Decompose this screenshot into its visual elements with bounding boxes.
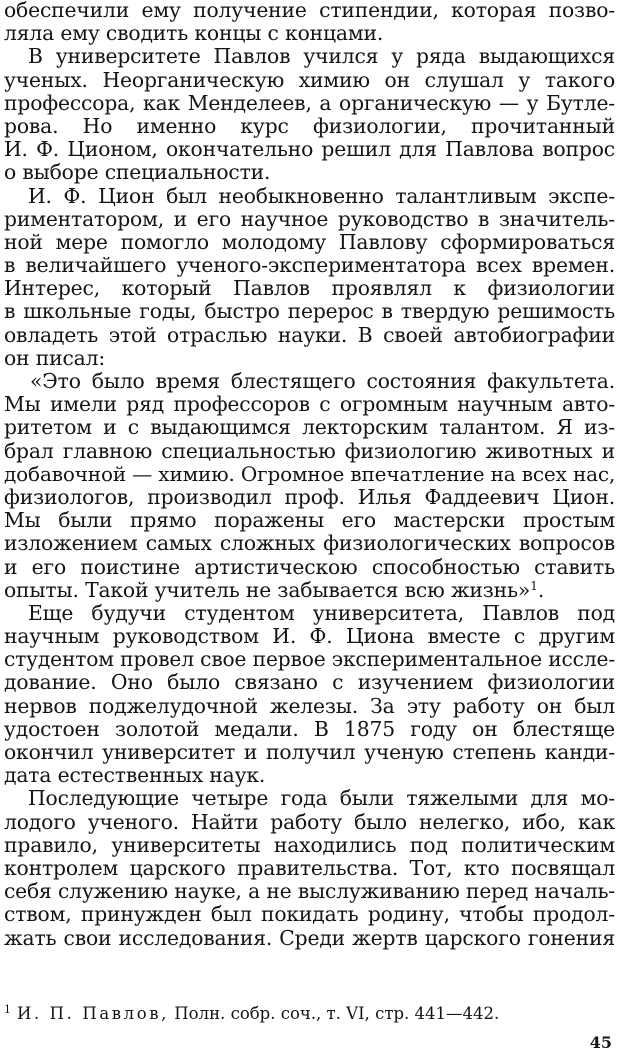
text-line [4, 463, 615, 486]
text-line-content: ством, принужден был покидать родину, чтобы продол- [4, 902, 615, 927]
body-text [4, 0, 615, 950]
text-line [4, 92, 615, 115]
text-line [4, 648, 615, 671]
text-line-content: он писал: [4, 345, 106, 370]
text-line-content: опыты. Такой учитель не забывается всю жизнь» [4, 577, 531, 602]
text-line [4, 602, 615, 625]
text-line-content: В университете Павлов учился у ряда выдающихся [28, 44, 615, 69]
text-line [4, 0, 615, 22]
text-line-content: И. Ф. Ционом, окончательно решил для Павлова вопрос [4, 137, 615, 162]
text-line-content: добавочной — химию. Огромное впечатление на всех нас, [4, 461, 616, 486]
text-line-content: ляла ему сводить концы с концами. [4, 21, 384, 46]
text-line-content: в школьные годы, быстро перерос в твердую решимость [4, 299, 615, 324]
text-line [4, 208, 615, 231]
text-line [4, 903, 615, 926]
text-line-content: дата естественных наук. [4, 763, 266, 788]
text-line-content: физиологов, производил проф. Илья Фаддеевич Цион. [4, 484, 615, 509]
text-line-content: лодого ученого. Найти работу было нелегко, ибо, как [4, 809, 615, 834]
text-line [4, 45, 615, 68]
text-line-content: дование. Оно было связано с изучением физиологии [4, 670, 615, 695]
text-line-content: обеспечили ему получение стипендии, которая позво- [4, 0, 615, 22]
text-line-content: овладеть этой отраслью науки. В своей автобиографии [4, 322, 615, 347]
text-line [4, 556, 615, 579]
text-line-content: жать свои исследования. Среди жертв царского гонения [4, 925, 615, 950]
text-line [4, 532, 615, 555]
text-line [4, 254, 615, 277]
text-line-content: в величайшего ученого-экспериментатора всех времен. [4, 253, 615, 278]
text-line [4, 718, 615, 741]
text-line [4, 927, 615, 950]
text-line-content: «Это было время блестящего состояния факультета. [30, 369, 615, 393]
text-line [4, 695, 615, 718]
text-line [4, 370, 615, 393]
text-line [4, 486, 615, 509]
text-line-content: о выборе специальности. [4, 160, 271, 185]
text-line [4, 277, 615, 300]
text-line-content: профессора, как Менделеев, а органическую — у Бутле- [4, 90, 615, 115]
text-line-content: Мы имели ряд профессоров с огромным научным авто- [4, 392, 615, 417]
text-line-content: Интерес, который Павлов проявлял к физиологии [4, 276, 615, 301]
text-line [4, 671, 615, 694]
text-line [4, 625, 615, 648]
text-line-content: студентом провел свое первое экспериментальное иссле- [4, 647, 615, 672]
text-line-content: научным руководством И. Ф. Циона вместе с другим [4, 624, 615, 649]
text-line [4, 138, 615, 161]
text-line-content: ритетом и с выдающимся лекторским талантом. Я из- [4, 415, 615, 440]
text-line-content: риментатором, и его научное руководство в значитель- [4, 206, 615, 231]
footnote [4, 1004, 564, 1024]
text-line [4, 22, 615, 45]
text-line-content: брал главною специальностью физиологию животных и [4, 438, 615, 463]
text-line [4, 185, 615, 208]
text-line-content: нервов поджелудочной железы. За эту работу он был [4, 693, 615, 718]
page-number: 45 [589, 1033, 612, 1052]
footnote-text: Полн. собр. соч., т. VI, стр. 441—442. [174, 1004, 500, 1023]
text-line [4, 787, 615, 810]
text-line [4, 741, 615, 764]
text-line [4, 231, 615, 254]
text-line [4, 69, 615, 92]
text-line-content: Еще будучи студентом университета, Павлов под [28, 600, 615, 625]
text-line [4, 416, 615, 439]
text-line [4, 579, 615, 602]
text-line [4, 393, 615, 416]
text-line [4, 880, 615, 903]
text-line [4, 857, 615, 880]
text-line [4, 440, 615, 463]
footnote-author: И. П. Павлов, [17, 1004, 170, 1023]
footnote-mark: 1 [4, 1003, 11, 1016]
text-line-content: ученых. Неорганическую химию он слушал у такого [4, 67, 615, 92]
text-line-content: себя служению науке, а не выслуживанию перед началь- [4, 879, 615, 904]
text-line [4, 324, 615, 347]
text-line-content: И. Ф. Цион был необыкновенно талантливым экспе- [28, 183, 615, 208]
text-line [4, 811, 615, 834]
text-line [4, 115, 615, 138]
text-line-content: изложением самых сложных физиологических вопросов [4, 531, 615, 556]
text-line-content: правило, университеты находились под политическим [4, 832, 615, 857]
text-line-content: Мы были прямо поражены его мастерски простым [4, 508, 615, 533]
text-line-content: и его поистине артистическою способностью ставить [4, 554, 615, 579]
text-line [4, 834, 615, 857]
text-line [4, 300, 615, 323]
text-line [4, 161, 615, 184]
text-line-content: ной мере помогло молодому Павлову сформироваться [4, 229, 615, 254]
text-line-content: окончил университет и получил ученую степень канди- [4, 740, 615, 764]
footnote-reference: 1 [530, 578, 538, 593]
text-line-content: контролем царского правительства. Тот, кто посвящал [4, 855, 615, 880]
text-line-tail: . [537, 577, 545, 602]
text-line-content: рова. Но именно курс физиологии, прочитанный [4, 113, 615, 138]
text-line [4, 764, 615, 787]
text-line [4, 509, 615, 532]
text-line-content: Последующие четыре года были тяжелыми для мо- [28, 786, 615, 811]
text-line-content: удостоен золотой медали. В 1875 году он блестяще [4, 716, 615, 741]
text-line [4, 347, 615, 370]
